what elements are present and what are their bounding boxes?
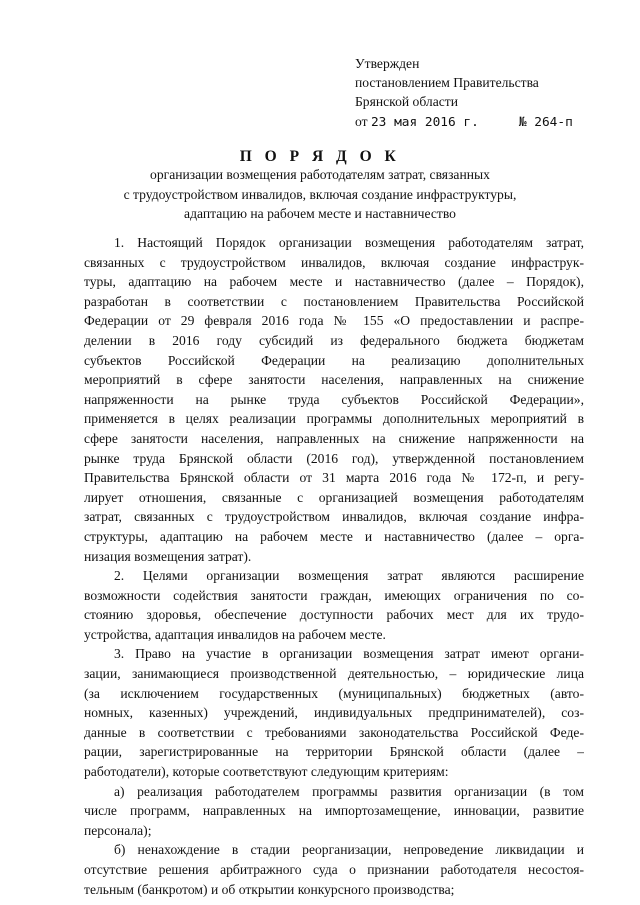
approval-line-resolution: постановлением Правительства: [355, 75, 539, 91]
paragraph-line: Федерации от 29 февраля 2016 года № 155 «О предоставлении и распре-: [84, 313, 584, 329]
paragraph-line: туры, адаптацию на рабочем месте и наставничество (далее – Порядок),: [84, 274, 584, 290]
paragraph-line: делении в 2016 году субсидий из федерального бюджета бюджетам: [84, 332, 584, 348]
paragraph-line: работодатели), которые соответствуют следующим критериям:: [84, 764, 449, 780]
approval-number: № 264-п: [518, 114, 573, 130]
paragraph-line: лирует отношения, связанные с организацией возмещения работодателям: [84, 489, 584, 505]
subtitle-line: организации возмещения работодателям затрат, связанных: [150, 167, 490, 182]
paragraph: [84, 782, 584, 841]
paragraph-line: тельным (банкротом) и об открытии конкурсного производства;: [84, 881, 455, 897]
paragraph-line: низация возмещения затрат).: [84, 548, 252, 564]
paragraph-line: персонала);: [84, 822, 152, 838]
paragraph-line: рации, зарегистрированные на территории Брянской области (далее –: [84, 744, 584, 760]
approval-line-region: Брянской области: [355, 94, 458, 110]
paragraph-line: применяется в целях реализации программы дополнительных мероприятий в: [84, 411, 584, 427]
paragraph-line: затрат, связанных с трудоустройством инвалидов, включая создание инфра-: [84, 509, 584, 525]
paragraph-line: б) ненахождение в стадии реорганизации, непроведение ликвидации и: [114, 842, 584, 858]
approval-block: [355, 54, 605, 132]
paragraph-line: мероприятий в сфере занятости населения, направленных на снижение: [84, 372, 584, 388]
paragraph-line: субъектов Российской Федерации на реализацию дополнительных: [84, 352, 584, 368]
paragraph: [84, 644, 584, 781]
paragraph-line: сфере занятости населения, направленных на снижение напряженности на: [84, 430, 584, 446]
document-title: П О Р Я Д О К: [239, 148, 401, 165]
paragraph-line: связанных с трудоустройством инвалидов, включая создание инфраструк-: [84, 254, 584, 270]
paragraph-line: 1. Настоящий Порядок организации возмещения работодателям затрат,: [114, 235, 584, 250]
paragraph-line: 3. Право на участие в организации возмещения затрат имеют органи-: [114, 646, 584, 662]
paragraph-line: номных, казенных) учреждений, индивидуальных предпринимателей), соз-: [84, 705, 584, 721]
paragraph-line: Правительства Брянской области от 31 марта 2016 года № 172-п, и регу-: [84, 470, 584, 486]
subtitle-line: адаптацию на рабочем месте и наставничество: [184, 206, 456, 221]
paragraph-line: 2. Целями организации возмещения затрат являются расширение: [114, 568, 584, 584]
paragraph-line: данные в соответствии с требованиями законодательства Российской Феде-: [84, 724, 584, 740]
paragraph-line: стоянию здоровья, обеспечение доступности рабочих мест для их трудо-: [84, 607, 584, 623]
paragraph: [84, 840, 584, 899]
paragraph-line: а) реализация работодателем программы развития организации (в том: [114, 783, 584, 799]
paragraph-line: разработан в соответствии с постановлением Правительства Российской: [84, 293, 584, 309]
approval-date-prefix: от: [355, 113, 368, 129]
paragraph-line: возможности содействия занятости граждан, имеющих ограничения по со-: [84, 587, 584, 603]
paragraph-line: (за исключением государственных (муниципальных) бюджетных (авто-: [84, 685, 584, 701]
paragraph-line: напряженности на рынке труда субъектов Российской Федерации»,: [84, 391, 584, 407]
approval-line-approved: Утвержден: [355, 56, 420, 71]
paragraph-line: структуры, адаптацию на рабочем месте и наставничество (далее – орга-: [84, 528, 584, 544]
paragraph: [84, 566, 584, 644]
paragraph-line: зации, занимающиеся производственной деятельностью, – юридические лица: [84, 666, 584, 682]
subtitle-line: с трудоустройством инвалидов, включая создание инфраструктуры,: [123, 186, 517, 202]
paragraph: [84, 233, 584, 566]
paragraph-line: числе программ, направленных на импортозамещение, инновации, развитие: [84, 803, 584, 819]
document-subtitle: [60, 165, 580, 224]
approval-date-line: [355, 112, 605, 132]
paragraph-line: отсутствие решения арбитражного суда о признании работодателя несостоя-: [84, 862, 584, 877]
paragraph-line: устройства, адаптация инвалидов на рабочем месте.: [84, 626, 386, 642]
paragraph-line: рынке труда Брянской области (2016 год), утвержденной постановлением: [84, 450, 584, 466]
approval-date: 23 мая 2016 г.: [370, 114, 479, 130]
document-body: [84, 233, 584, 899]
